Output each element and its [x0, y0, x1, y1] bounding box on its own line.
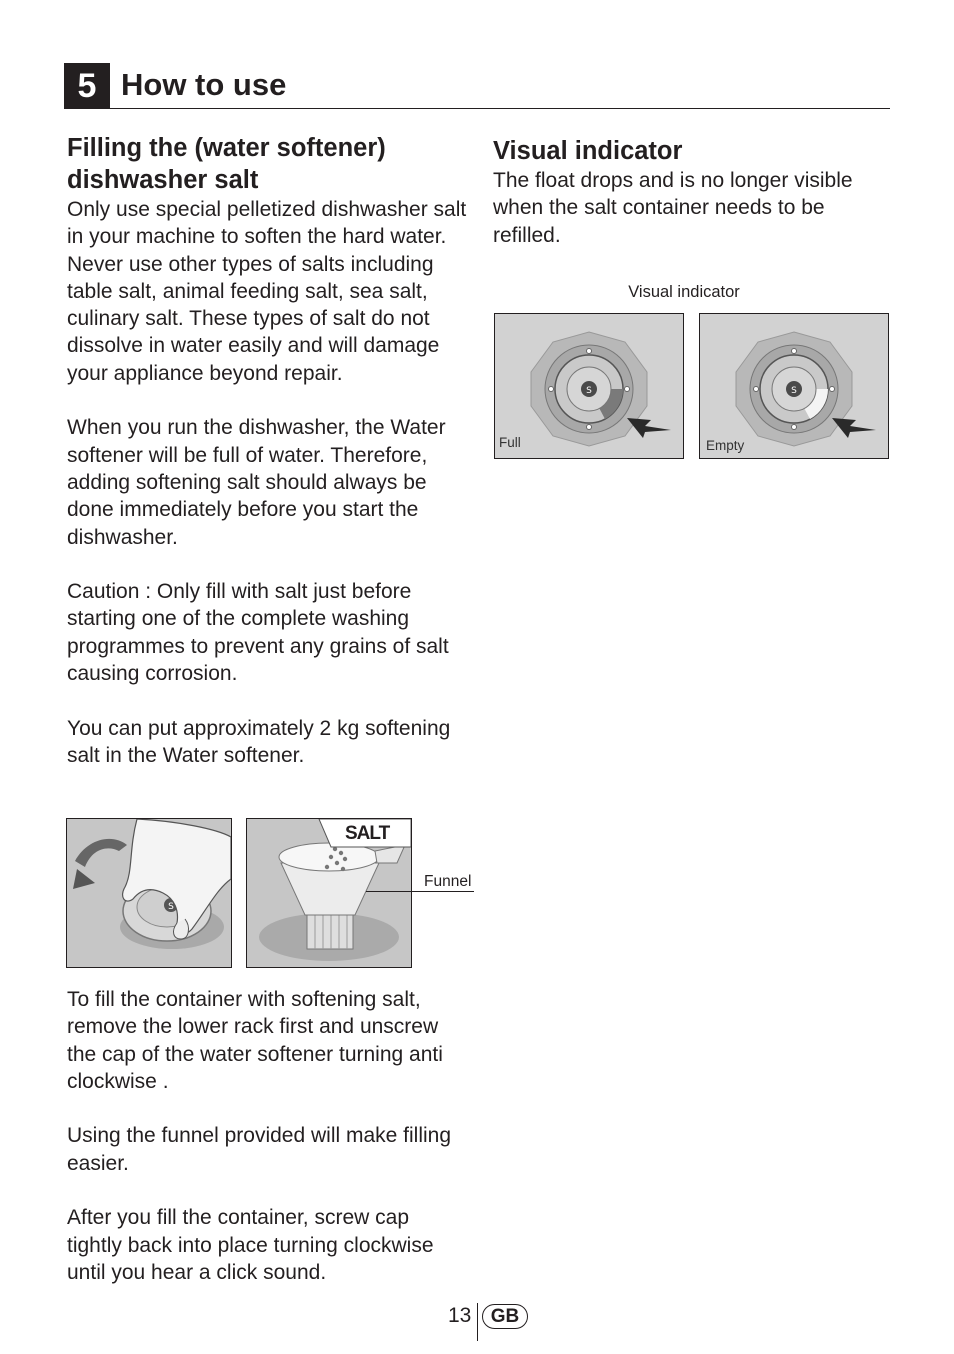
paragraph-screw-cap: After you fill the container, screw cap tightly back into place turning clockwise until you hear a click sound.: [67, 1206, 434, 1284]
figure-indicator-empty: [699, 313, 889, 459]
full-label: Full: [499, 435, 521, 450]
left-column-bottom: [67, 986, 467, 1286]
right-heading: Visual indicator: [493, 137, 683, 165]
page-number: 13: [448, 1304, 472, 1327]
paragraph-run-dishwasher: When you run the dishwasher, the Water softener will be full of water. Therefore, adding softening salt should always be done immediately before you start the dishwasher.: [67, 416, 446, 549]
svg-text:S: S: [586, 386, 592, 396]
empty-label: Empty: [706, 438, 745, 453]
section-title: How to use: [121, 67, 287, 102]
header-rule: [110, 108, 890, 109]
paragraph-caution: Caution : Only fill with salt just before starting one of the complete washing programmes to prevent any grains of salt causing corrosion.: [67, 580, 449, 686]
left-heading: [67, 132, 467, 196]
svg-text:S: S: [791, 386, 797, 396]
visual-indicator-caption: Visual indicator: [628, 283, 740, 301]
indicator-empty-illustration: [700, 314, 888, 458]
paragraph-salt-type: Only use special pelletized dishwasher salt in your machine to soften the hard water. Never use other types of salts including table salt, animal feeding salt, sea salt, culinary salt. These types of salt do not dissolve in water easily and will damage your appliance beyond repair.: [67, 198, 467, 385]
right-paragraph: The float drops and is no longer visible when the salt container needs to be refilled.: [493, 169, 853, 247]
salt-label: SALT: [345, 823, 390, 844]
svg-text:S: S: [168, 902, 174, 912]
figure-unscrew-cap: [66, 818, 232, 968]
funnel-label: Funnel: [424, 873, 472, 890]
figure-funnel: [246, 818, 412, 968]
paragraph-funnel: Using the funnel provided will make filling easier.: [67, 1124, 452, 1175]
left-body: [67, 196, 467, 769]
unscrew-illustration: [67, 819, 231, 967]
left-heading-line1: Filling the (water softener): [67, 134, 386, 162]
left-column-top: [67, 132, 467, 769]
section-number: 5: [64, 63, 110, 109]
footer-divider: [477, 1303, 478, 1341]
indicator-full-illustration: [495, 314, 683, 458]
figure-indicator-full: [494, 313, 684, 459]
paragraph-fill-container: To fill the container with softening salt, remove the lower rack first and unscrew the cap of the water softener turning anti clockwise .: [67, 988, 443, 1093]
funnel-leader-line: [366, 891, 474, 892]
paragraph-capacity: You can put approximately 2 kg softening salt in the Water softener.: [67, 716, 451, 767]
left-heading-line2: dishwasher salt: [67, 166, 259, 194]
right-column: [493, 135, 893, 249]
language-badge: GB: [482, 1304, 528, 1329]
